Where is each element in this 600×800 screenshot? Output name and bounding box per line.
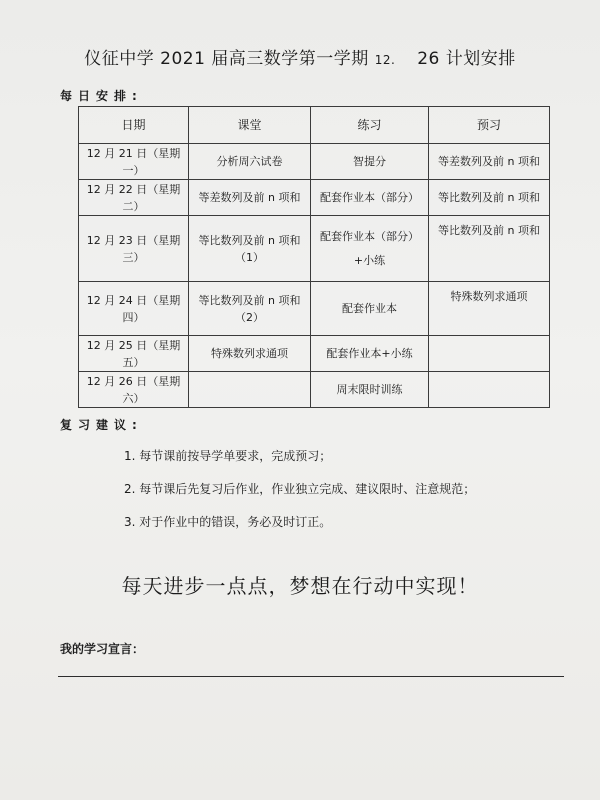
cell-date: 12 月 26 日（星期六） (79, 372, 189, 408)
cell-preview-line1: 特殊数列求通项 (450, 290, 528, 303)
cell-date: 12 月 21 日（星期一） (79, 144, 189, 180)
header-preview: 预习 (429, 107, 550, 144)
cell-class (189, 282, 311, 336)
declaration-label: 我的学习宣言： (60, 642, 145, 656)
cell-class-line1: 分析周六试卷 (216, 155, 283, 168)
cell-date: 12 月 22 日（星期二） (79, 180, 189, 216)
cell-class-line1: 等差数列及前 n 项和 (198, 191, 301, 204)
cell-class-line1: 特殊数列求通项 (211, 347, 288, 360)
document-title (0, 44, 600, 69)
table-row (79, 336, 550, 372)
cell-practice-line1: 配套作业本（部分） (320, 230, 419, 243)
review-tip-item: 2. 每节课后先复习后作业，作业独立完成、建议限时、注意规范； (124, 482, 476, 496)
review-tip-item: 1. 每节课前按导学单要求，完成预习； (124, 449, 332, 463)
cell-class (189, 336, 311, 372)
title-main: 仪征中学 2021 届高三数学第一学期 (84, 49, 369, 69)
table-row (79, 372, 550, 408)
cell-date: 12 月 23 日（星期三） (79, 216, 189, 282)
cell-practice-line1: 智提分 (353, 155, 386, 168)
table-row (79, 216, 550, 282)
review-tips-label: 复习建议: (60, 418, 143, 432)
table-row (79, 180, 550, 216)
slogan: 每天进步一点点，梦想在行动中实现！ (121, 574, 479, 598)
review-tip-item: 3. 对于作业中的错误，务必及时订正。 (124, 515, 332, 529)
cell-practice (311, 180, 429, 216)
table-header-row (79, 107, 550, 144)
cell-practice (311, 216, 429, 282)
cell-preview (429, 336, 550, 372)
cell-class-line1: 等比数列及前 n 项和 (198, 233, 301, 247)
cell-class (189, 216, 311, 282)
schedule-table (78, 106, 550, 408)
cell-preview (429, 372, 550, 408)
daily-schedule-label: 每日安排: (60, 89, 143, 103)
header-practice: 练习 (311, 107, 429, 144)
cell-practice (311, 282, 429, 336)
title-range-end: 26 计划安排 (417, 49, 516, 69)
header-date: 日期 (79, 107, 189, 144)
cell-practice-line1: 配套作业本（部分） (320, 191, 419, 204)
cell-class (189, 180, 311, 216)
review-tips-list (124, 440, 475, 539)
cell-preview (429, 180, 550, 216)
cell-practice (311, 372, 429, 408)
schedule-table-container (78, 106, 549, 406)
cell-class (189, 144, 311, 180)
cell-preview (429, 216, 550, 282)
cell-preview-line1: 等比数列及前 n 项和 (438, 224, 540, 237)
title-range-start: 12. (374, 53, 396, 67)
cell-practice-line1: 配套作业本 (342, 302, 397, 315)
table-row (79, 144, 550, 180)
cell-practice (311, 336, 429, 372)
header-class: 课堂 (189, 107, 311, 144)
cell-practice-line1: 配套作业本+小练 (326, 347, 413, 360)
cell-class-line1: 等比数列及前 n 项和 (198, 293, 301, 307)
cell-date: 12 月 24 日（星期四） (79, 282, 189, 336)
cell-preview-line1: 等比数列及前 n 项和 (438, 191, 540, 204)
cell-practice-line2: +小练 (353, 254, 386, 267)
cell-class-line2: （2） (235, 310, 264, 324)
table-row (79, 282, 550, 336)
declaration-line (58, 676, 564, 677)
cell-preview-line1: 等差数列及前 n 项和 (438, 155, 540, 168)
cell-practice (311, 144, 429, 180)
cell-class (189, 372, 311, 408)
cell-preview (429, 282, 550, 336)
cell-date: 12 月 25 日（星期五） (79, 336, 189, 372)
cell-preview (429, 144, 550, 180)
cell-practice-line1: 周末限时训练 (336, 383, 403, 396)
cell-class-line2: （1） (235, 250, 264, 264)
